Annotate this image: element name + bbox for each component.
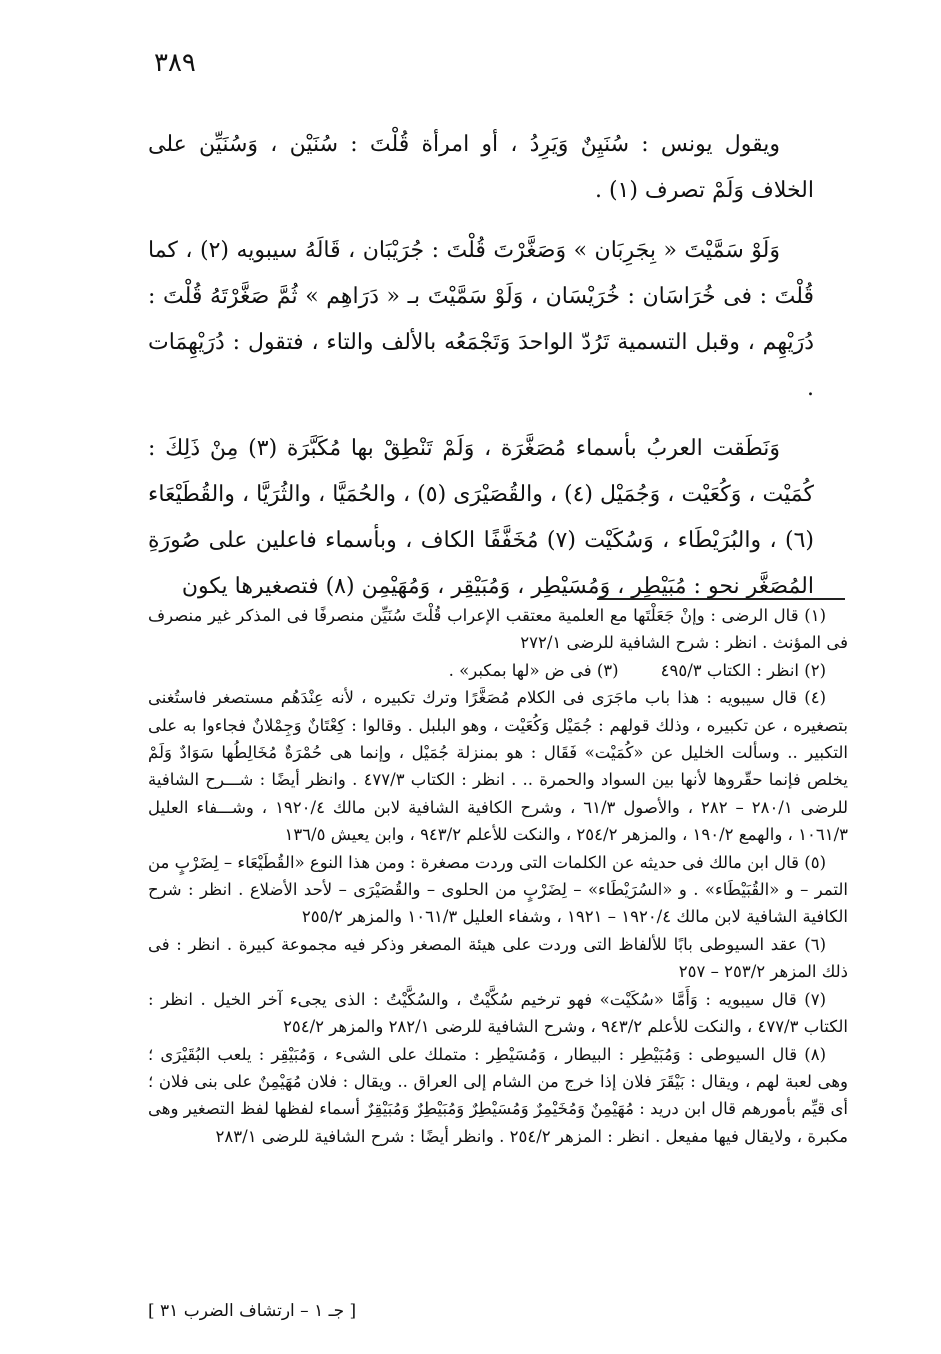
footnote: (٧) قال سيبويه : وَأَمَّا «سُكَيْت» فهو ترخيم سُكَّيْتٌ ، والسُكَّيْتُ : الذى يجىء آخر الخيل . انظر : الكتاب ٤٧٧/٣ ، والنكت للأعلم ٩٤٣/٢ ، وشرح الشافية للرضى ٢٨٢/١ والمزهر ٢٥٤/٢ bbox=[148, 989, 848, 1037]
footnotes bbox=[148, 602, 848, 1150]
paragraph: وَلَوْ سَمَّيْتَ « بِجَرِبَان » وَصَغَّرْتَ قُلْتَ : جُرَيْبَان ، قَالَهُ سيبويه (٢) ، كما قُلْتَ : فى خُرَاسَان : خُرَيْسَان ، وَلَوْ سَمَّيْتَ بـ « دَرَاهِم » ثُمَّ صَغَّرْتَهُ قُلْتَ : دُرَيْهِم ، وقبل التسمية تَرُدّ الواحدَ وَتَجْمَعُه بالألف والتاء ، فتقول : دُرَيْهِمَات . bbox=[148, 238, 814, 401]
footnote: (٢) انظر : الكتاب ٤٩٥/٣ bbox=[660, 660, 826, 680]
book-signature: [ جـ ١ – ارتشاف الضرب ٣١ ] bbox=[148, 1301, 357, 1321]
paragraph: وَنَطَقت العربُ بأسماء مُصَغَّرَة ، وَلَمْ تَنْطِقْ بها مُكَبَّرَة (٣) مِنْ ذَلِكَ : كُمَيْت ، وَكُعَيْت ، وَجُمَيْل (٤) ، والقُصَيْرَى (٥) ، والحُمَيَّا ، والثُرَيَّا ، والقُطَيْعَاء (٦) ، والبُرَيْطَاء ، وَسُكَيْت (٧) مُخَفَّفًا الكاف ، وبأسماء فاعلين على صُورَةِ المُصَغَّر نحو : مُبَيْطِر ، وَمُسَيْطِر ، وَمُبَيْقِر ، وَمُهَيْمِن (٨) فتصغيرها يكون bbox=[148, 436, 814, 599]
footnote-separator bbox=[597, 598, 845, 600]
footnote: (٦) عقد السيوطى بابًا للألفاظ التى وردت على هيئة المصغر وذكر فيه مجموعة كبيرة . انظر : فى ذلك المزهر ٢٥٣/٢ – ٢٥٧ bbox=[148, 934, 848, 982]
footnote: (٤) قال سيبويه : هذا باب ماجَرَى فى الكلام مُصَغَّرًا وترك تكبيره ، لأنه عِنْدَهُم مستصغر فاستُغنى بتصغيره ، عن تكبيره ، وذلك قولهم : جُمَيْل وَكُعَيْت ، وهو البلبل . وقالوا : كِعْتَانٌ وَجِمْلانٌ فجاءوا به على التكبير .. وسألت الخليل عن «كُمَيْت» فَقَال : هو بمنزلة جُمَيْل ، وإنما هى حُمْرَةٌ مُخَالِطُها سَوَادٌ وَلَمْ يخلص فإنما حقّروها لأنها بين السواد والحمرة .. . انظر : الكتاب ٤٧٧/٣ . وانظر أيضًا : شـــرح الشافية للرضى ٢٨٠/١ – ٢٨٢ ، والأصول ٦١/٣ ، وشرح الكافية الشافية لابن مالك ١٩٢٠/٤ ، وشـــفاء العليل ١٠٦١/٣ ، والهمع ١٩٠/٢ ، والمزهر ٢٥٤/٢ ، والنكت للأعلم ٩٤٣/٢ ، وابن يعيش ١٣٦/٥ bbox=[148, 688, 849, 845]
footnote-row bbox=[148, 657, 848, 684]
page-number: ٣٨٩ bbox=[154, 48, 196, 78]
paragraph: ويقول يونس : سُنَيِنٌ وَيَرِدُ ، أو امرأة قُلْتَ : سُنَيْن ، وَسُنَيِّن على الخلاف وَلَمْ تصرف (١) . bbox=[148, 132, 814, 203]
footnote: (٣) فى ض «لها بمكبر» . bbox=[448, 660, 619, 680]
footnote: (٥) قال ابن مالك فى حديثه عن الكلمات التى وردت مصغرة : ومن هذا النوع «القُطَيْعَاء – لِضَرْبٍ من التمر – و «القُبَيْطَاء» . و «السُرَيْطَاء» – لِضَرْبٍ من الحلوى – والقُصَيْرَى – لأحد الأضلاع . انظر : شرح الكافية الشافية لابن مالك ١٩٢٠/٤ – ١٩٢١ ، وشفاء العليل ١٠٦١/٣ والمزهر ٢٥٥/٢ bbox=[148, 852, 848, 927]
main-text bbox=[148, 122, 814, 624]
footnote: (١) قال الرضى : وإنْ جَعَلْتَها مع العلمية معتقب الإعراب قُلْتَ سُنَيِّن منصرفًا فى المذكر غير منصرف فى المؤنث . انظر : شرح الشافية للرضى ٢٧٢/١ bbox=[148, 606, 848, 653]
footnote: (٨) قال السيوطى : وَمُبَيْطِر : البيطار ، وَمُسَيْطِر : متملك على الشىء ، وَمُبَيْقِر : يلعب البُقَيْرَى ؛ وهى لعبة لهم ، ويقال : بَيْقَرَ فلان إذا خرج من الشام إلى العراق .. ويقال : فلان مُهَيْمِنٌ على بنى فلان ؛ أى قيِّم بأمورهم قال ابن دريد : مُهَيْمِنٌ وَمُخَيْمِرٌ وَمُسَيْطِرٌ وَمُبَيْطِرٌ وَمُبَيْقِرٌ أسماء لفظها لفظ التصغير وهى مكبرة ، ولايقال فيها مفيعل . انظر : المزهر ٢٥٤/٢ . وانظر أيضًا : شرح الشافية للرضى ٢٨٣/١ bbox=[148, 1044, 848, 1146]
